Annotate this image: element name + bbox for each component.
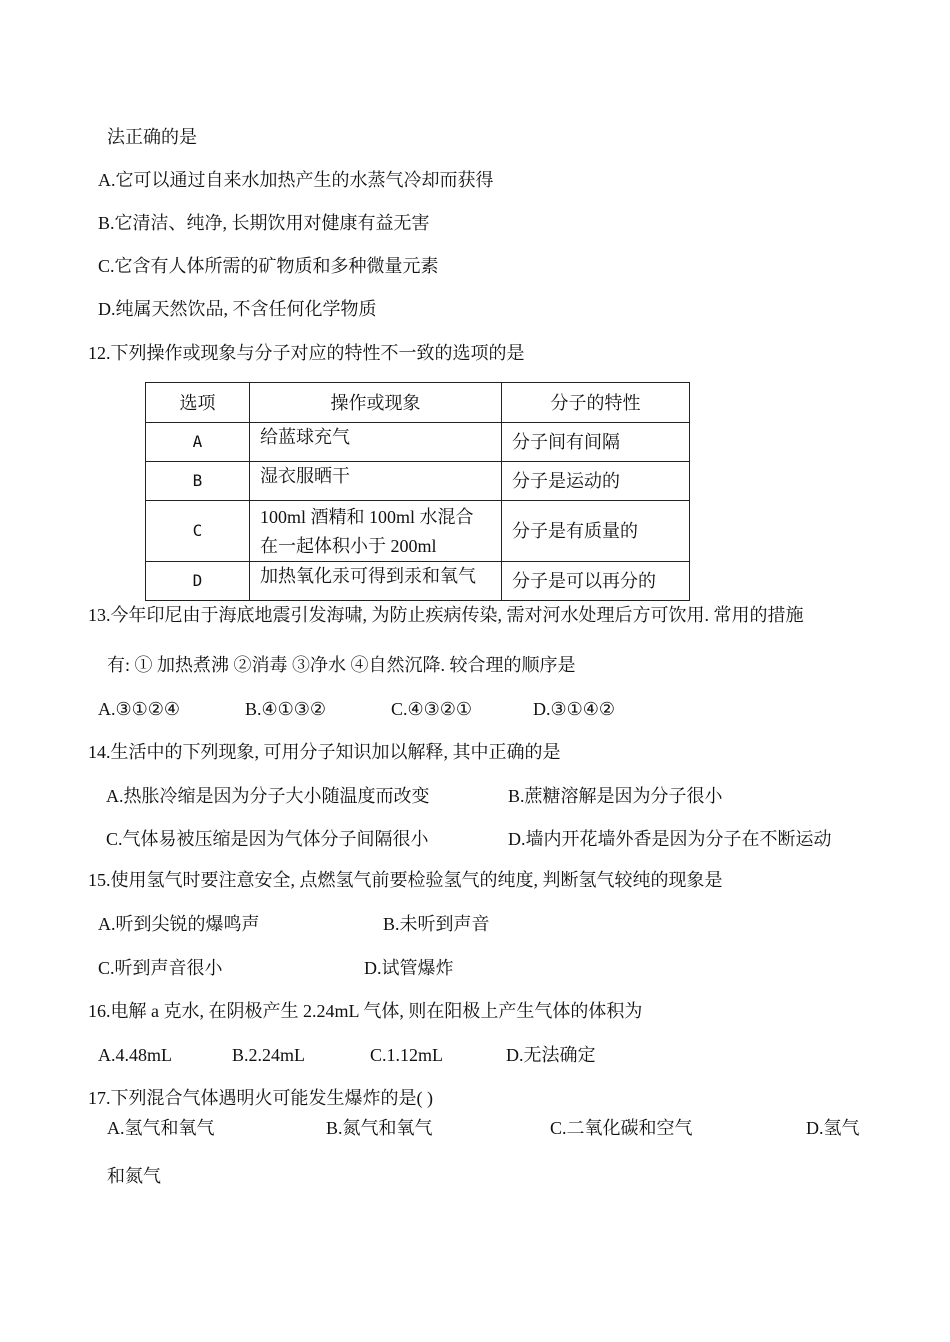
- table-row: [146, 462, 690, 501]
- table-header: 操作或现象: [250, 383, 502, 423]
- q17-option-d: D.氢气: [806, 1118, 860, 1138]
- table-cell-option: D: [146, 562, 250, 601]
- q17-option-c: C.二氧化碳和空气: [550, 1118, 693, 1138]
- q16-stem: 16.电解 a 克水, 在阴极产生 2.24mL 气体, 则在阳极上产生气体的体积为: [88, 1001, 643, 1021]
- q16-option-c: C.1.12mL: [370, 1045, 444, 1065]
- q17-stem: 17.下列混合气体遇明火可能发生爆炸的是( ): [88, 1088, 433, 1108]
- table-header: 选项: [146, 383, 250, 423]
- q16-option-b: B.2.24mL: [232, 1045, 306, 1065]
- q15-stem: 15.使用氢气时要注意安全, 点燃氢气前要检验氢气的纯度, 判断氢气较纯的现象是: [88, 870, 723, 890]
- table-cell-property: 分子是有质量的: [502, 501, 690, 562]
- table-cell-property: 分子间有间隔: [502, 423, 690, 462]
- table-row: [146, 423, 690, 462]
- q15-option-d: D.试管爆炸: [364, 958, 454, 978]
- q11-option-d: D.纯属天然饮品, 不含任何化学物质: [98, 299, 377, 319]
- q14-option-c: C.气体易被压缩是因为气体分子间隔很小: [106, 829, 429, 849]
- operation-line: 在一起体积小于 200ml: [260, 536, 437, 556]
- table-cell-property: 分子是运动的: [502, 462, 690, 501]
- q13-stem-line2: 有: ① 加热煮沸 ②消毒 ③净水 ④自然沉降. 较合理的顺序是: [107, 655, 576, 675]
- q17-option-b: B.氮气和氧气: [326, 1118, 433, 1138]
- q11-stem-tail: 法正确的是: [107, 127, 197, 147]
- q14-option-a: A.热胀冷缩是因为分子大小随温度而改变: [106, 786, 430, 806]
- q16-option-d: D.无法确定: [506, 1045, 596, 1065]
- q15-option-a: A.听到尖锐的爆鸣声: [98, 914, 260, 934]
- table-header: 分子的特性: [502, 383, 690, 423]
- q14-stem: 14.生活中的下列现象, 可用分子知识加以解释, 其中正确的是: [88, 742, 561, 762]
- q12-table: [145, 382, 690, 601]
- q11-option-c: C.它含有人体所需的矿物质和多种微量元素: [98, 256, 439, 276]
- q13-option-b: B.④①③②: [245, 699, 327, 719]
- table-cell-operation: 湿衣服晒干: [250, 462, 502, 501]
- q15-option-c: C.听到声音很小: [98, 958, 223, 978]
- q13-option-a: A.③①②④: [98, 699, 181, 719]
- table-cell-option: B: [146, 462, 250, 501]
- q17-option-d-wrap: 和氮气: [107, 1166, 161, 1186]
- q13-option-d: D.③①④②: [533, 699, 616, 719]
- q11-option-a: A.它可以通过自来水加热产生的水蒸气冷却而获得: [98, 170, 494, 190]
- operation-line: 100ml 酒精和 100ml 水混合: [260, 507, 474, 527]
- q15-option-b: B.未听到声音: [383, 914, 490, 934]
- q14-option-b: B.蔗糖溶解是因为分子很小: [508, 786, 723, 806]
- q12-stem: 12.下列操作或现象与分子对应的特性不一致的选项的是: [88, 343, 525, 363]
- q16-option-a: A.4.48mL: [98, 1045, 172, 1065]
- table-header-row: [146, 383, 690, 423]
- q11-option-b: B.它清洁、纯净, 长期饮用对健康有益无害: [98, 213, 430, 233]
- table-cell-property: 分子是可以再分的: [502, 562, 690, 601]
- table-cell-operation: [250, 501, 502, 562]
- table-row: [146, 562, 690, 601]
- q13-stem-line1: 13.今年印尼由于海底地震引发海啸, 为防止疾病传染, 需对河水处理后方可饮用. 常用的措施: [88, 605, 804, 625]
- table-cell-operation: 加热氧化汞可得到汞和氧气: [250, 562, 502, 601]
- table-cell-option: C: [146, 501, 250, 562]
- q13-option-c: C.④③②①: [391, 699, 473, 719]
- q14-option-d: D.墙内开花墙外香是因为分子在不断运动: [508, 829, 832, 849]
- table-row: [146, 501, 690, 562]
- table-cell-operation: 给蓝球充气: [250, 423, 502, 462]
- q17-option-a: A.氢气和氧气: [107, 1118, 215, 1138]
- table-cell-option: A: [146, 423, 250, 462]
